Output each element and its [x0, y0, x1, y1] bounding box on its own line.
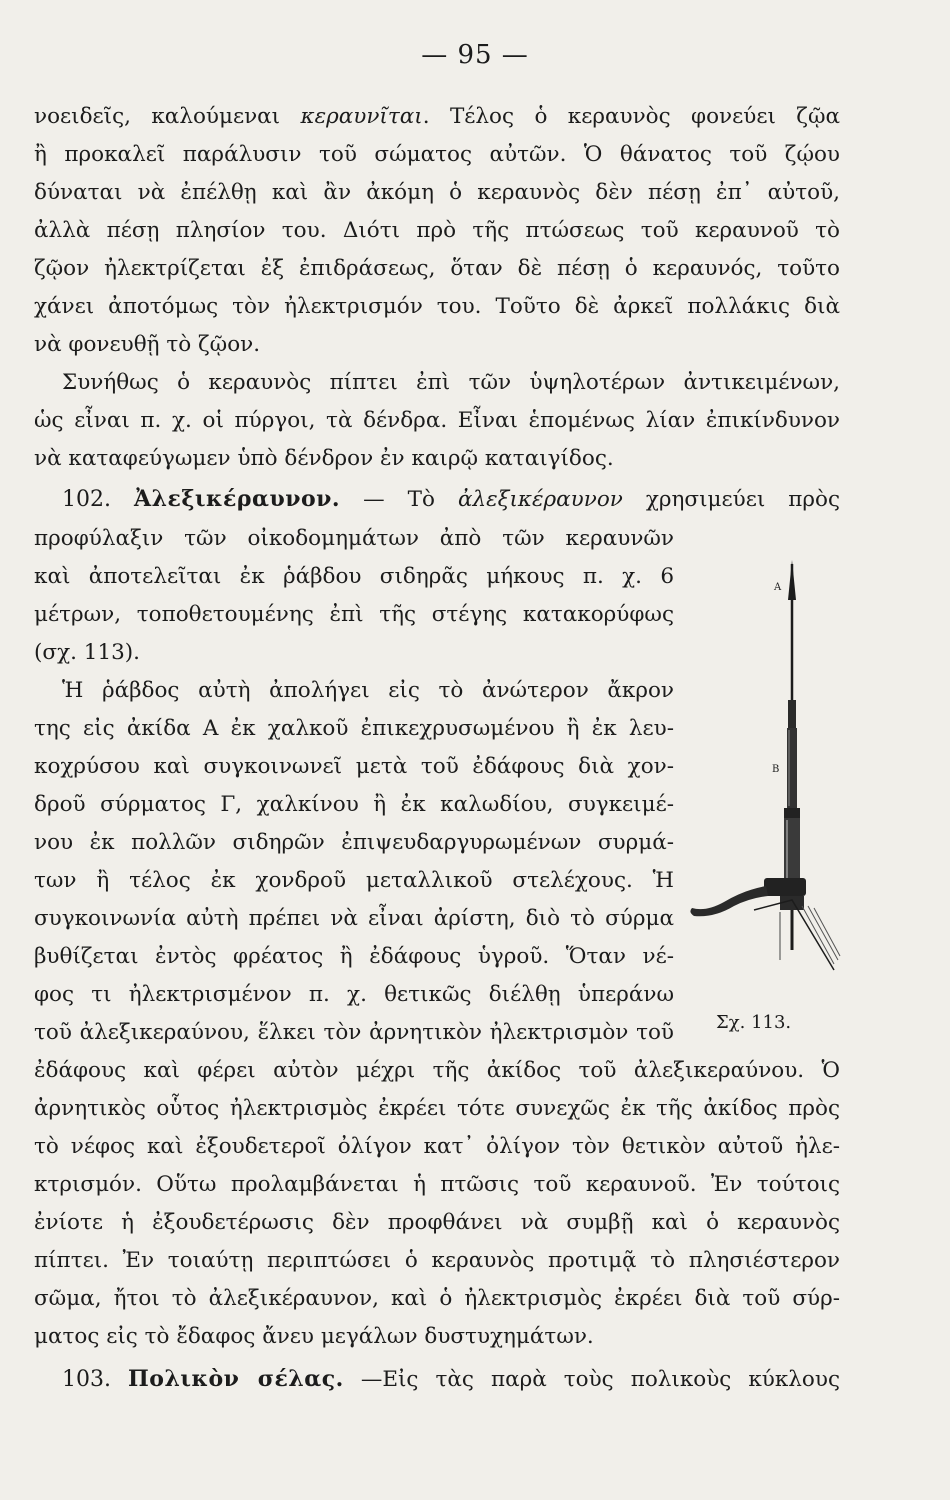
section-heading-103 — [34, 1364, 840, 1395]
text-line: ἐνίοτε ἡ ἐξουδετέρωσις δὲν προφθάνει νὰ συμβῇ καὶ ὁ κεραυνὸς — [34, 1210, 840, 1235]
figure-caption: Σχ. 113. — [716, 1012, 792, 1033]
text-line: νου ἐκ πολλῶν σιδηρῶν ἐπιψευδαργυρωμένων συρμά- — [34, 830, 674, 855]
text-line: νοειδεῖς, καλούμεναι κεραυνῖται. Τέλος ὁ κεραυνὸς φονεύει ζῷα — [34, 104, 840, 129]
text-line: φος τι ἠλεκτρισμένον π. χ. θετικῶς διέλθῃ ὑπεράνω — [34, 982, 674, 1007]
text-line: τοῦ ἀλεξικεραύνου, ἕλκει τὸν ἀρνητικὸν ἠλεκτρισμὸν τοῦ — [34, 1020, 674, 1045]
figure-label-b: Β — [772, 764, 780, 775]
italic-term: ἀλεξικέραυνον — [457, 487, 623, 512]
text-line: Συνήθως ὁ κεραυνὸς πίπτει ἐπὶ τῶν ὑψηλοτέρων ἀντικειμένων, — [62, 370, 840, 395]
text-line: δροῦ σύρματος Γ, χαλκίνου ἢ ἐκ καλωδίου, συγκειμέ- — [34, 792, 674, 817]
text-line: τὸ νέφος καὶ ἐξουδετεροῖ ὀλίγον κατ᾽ ὀλίγον τὸν θετικὸν αὐτοῦ ἠλε- — [34, 1134, 840, 1159]
text-line: ἀλλὰ πέσῃ πλησίον του. Διότι πρὸ τῆς πτώσεως τοῦ κεραυνοῦ τὸ — [34, 218, 840, 243]
section-title: Πολικὸν σέλας. — [128, 1366, 344, 1392]
section-number: 103. — [62, 1367, 111, 1392]
text-fragment: χρησιμεύει πρὸς — [645, 487, 841, 512]
page-number: — 95 — — [421, 40, 529, 70]
section-heading-102 — [34, 484, 840, 515]
text-line: ὡς εἶναι π. χ. οἱ πύργοι, τὰ δένδρα. Εἶναι ἑπομένως λίαν ἐπικίνδυνον — [34, 408, 840, 433]
text-line: νὰ φονευθῇ τὸ ζῷον. — [34, 332, 261, 357]
text-line: σῶμα, ἤτοι τὸ ἀλεξικέραυνον, καὶ ὁ ἠλεκτρισμὸς ἐκρέει διὰ τοῦ σύρ- — [34, 1286, 840, 1311]
text-line: ἐδάφους καὶ φέρει αὐτὸν μέχρι τῆς ἀκίδος τοῦ ἀλεξικεραύνου. Ὁ — [34, 1058, 840, 1083]
text-line: κοχρύσου καὶ συγκοινωνεῖ μετὰ τοῦ ἐδάφους διὰ χον- — [34, 754, 674, 779]
text-line: ἀρνητικὸς οὗτος ἠλεκτρισμὸς ἐκρέει τότε συνεχῶς ἐκ τῆς ἀκίδος πρὸς — [34, 1096, 840, 1121]
text-line: καὶ ἀποτελεῖται ἐκ ῥάβδου σιδηρᾶς μήκους π. χ. 6 — [34, 564, 674, 589]
text-fragment: — Τὸ — [363, 487, 435, 512]
text-line: ματος εἰς τὸ ἔδαφος ἄνευ μεγάλων δυστυχημάτων. — [34, 1324, 594, 1349]
lightning-rod-figure — [684, 560, 844, 1000]
text-line: δύναται νὰ ἐπέλθῃ καὶ ἂν ἀκόμη ὁ κεραυνὸς δὲν πέσῃ ἐπ᾽ αὐτοῦ, — [34, 180, 840, 205]
text-line: κτρισμόν. Οὕτω προλαμβάνεται ἡ πτῶσις τοῦ κεραυνοῦ. Ἐν τούτοις — [34, 1172, 840, 1197]
text-line: πίπτει. Ἐν τοιαύτῃ περιπτώσει ὁ κεραυνὸς προτιμᾷ τὸ πλησιέστερον — [34, 1248, 840, 1273]
text-line: βυθίζεται ἐντὸς φρέατος ἢ ἐδάφους ὑγροῦ. Ὅταν νέ- — [34, 944, 674, 969]
text-line: νὰ καταφεύγωμεν ὑπὸ δένδρον ἐν καιρῷ καταιγίδος. — [34, 446, 614, 471]
text-line: συγκοινωνία αὐτὴ πρέπει νὰ εἶναι ἀρίστη, διὸ τὸ σύρμα — [34, 906, 674, 931]
text-line: της εἰς ἀκίδα Α ἐκ χαλκοῦ ἐπικεχρυσωμένου ἢ ἐκ λευ- — [34, 716, 674, 741]
text-line: προφύλαξιν τῶν οἰκοδομημάτων ἀπὸ τῶν κεραυνῶν — [34, 526, 674, 551]
text-line: των ἢ τέλος ἐκ χονδροῦ μεταλλικοῦ στελέχους. Ἡ — [34, 868, 674, 893]
lightning-rod-illustration — [690, 560, 840, 970]
text-line: ζῷον ἠλεκτρίζεται ἐξ ἐπιδράσεως, ὅταν δὲ πέσῃ ὁ κεραυνός, τοῦτο — [34, 256, 840, 281]
text-line: (σχ. 113). — [34, 640, 141, 665]
text-line: Ἡ ῥάβδος αὐτὴ ἀπολήγει εἰς τὸ ἀνώτερον ἄκρον — [62, 678, 674, 703]
italic-term: κεραυνῖται — [300, 104, 423, 129]
text-line: μέτρων, τοποθετουμένης ἐπὶ τῆς στέγης κατακορύφως — [34, 602, 674, 627]
text-line: ἢ προκαλεῖ παράλυσιν τοῦ σώματος αὐτῶν. Ὁ θάνατος τοῦ ζῴου — [34, 142, 840, 167]
text-line: χάνει ἀποτόμως τὸν ἠλεκτρισμόν του. Τοῦτο δὲ ἀρκεῖ πολλάκις διὰ — [34, 294, 840, 319]
figure-label-a: Α — [774, 582, 782, 593]
section-number: 102. — [62, 487, 111, 512]
text-fragment: —Εἰς τὰς παρὰ τοὺς πολικοὺς κύκλους — [360, 1367, 840, 1392]
section-title: Ἀλεξικέραυνον. — [134, 486, 341, 512]
